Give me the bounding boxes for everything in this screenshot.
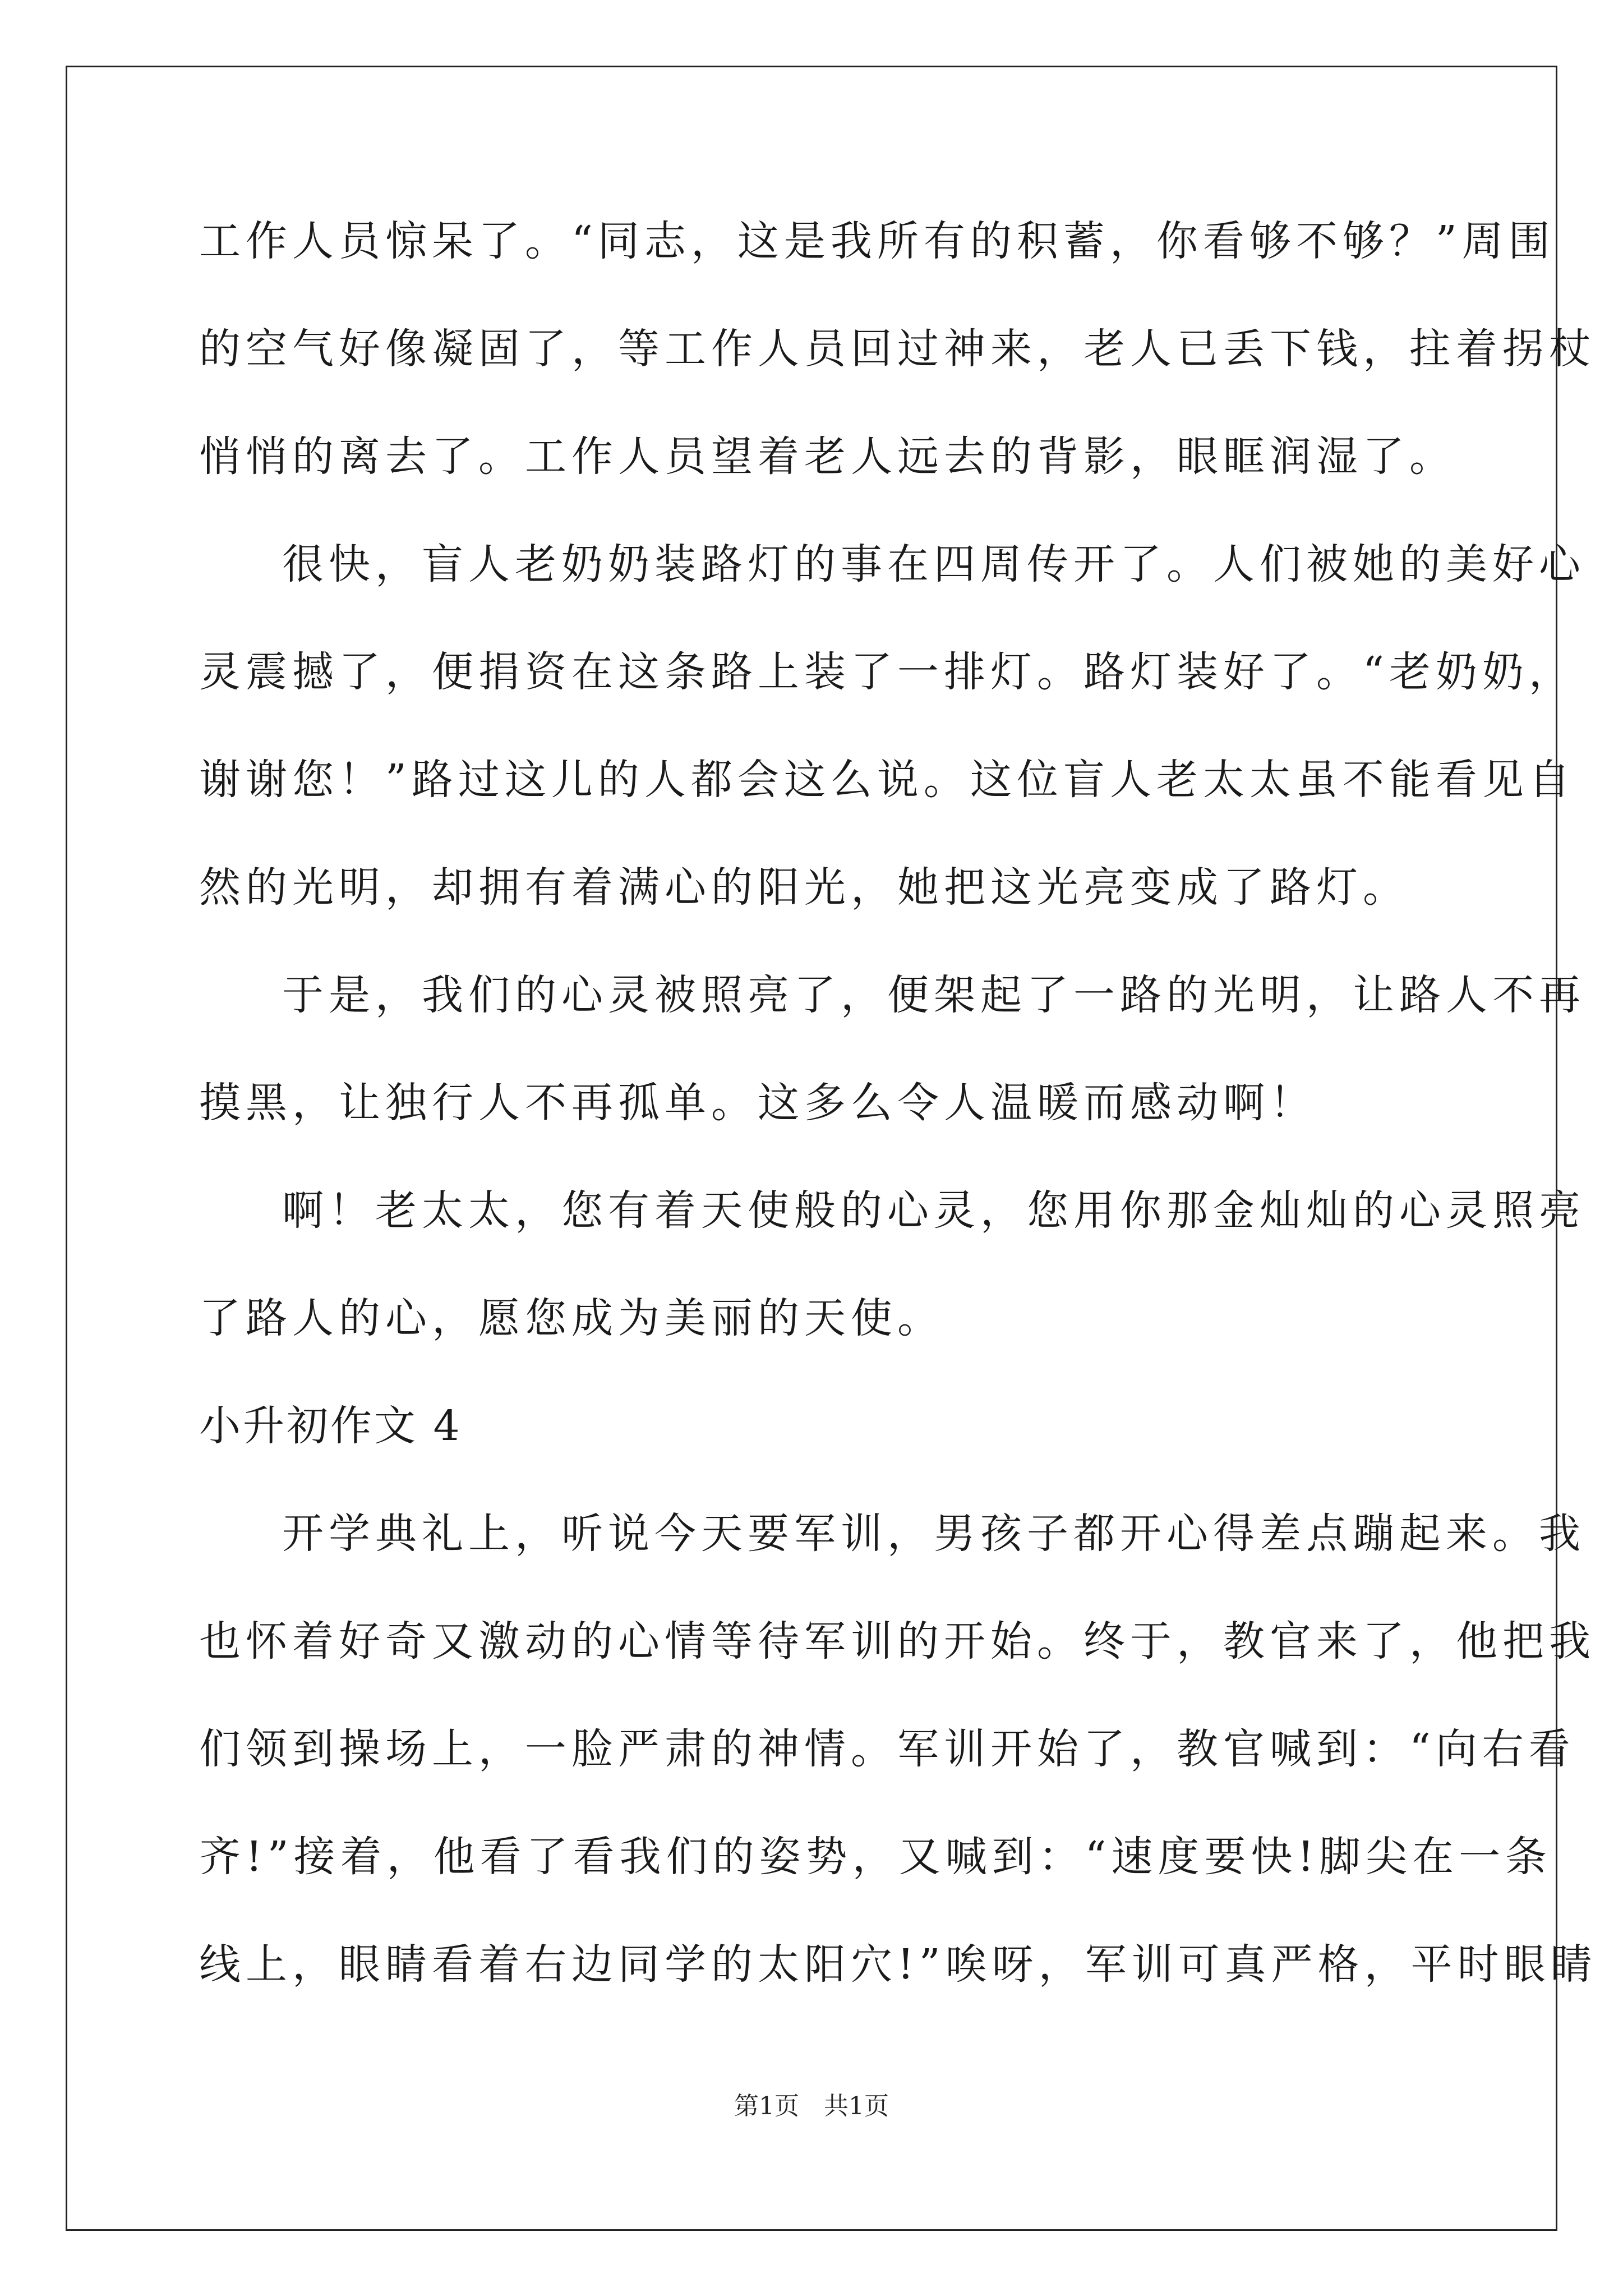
text-line: 们领到操场上，一脸严肃的神情。军训开始了，教官喊到：“向右看 <box>199 1725 1575 1773</box>
paragraph-first-line: 很快，盲人老奶奶装路灯的事在四周传开了。人们被她的美好心 <box>282 540 1585 588</box>
text-line: 线上，眼睛看着右边同学的太阳穴!”唉呀，军训可真严格，平时眼睛 <box>199 1940 1597 1989</box>
text-line: 悄悄的离去了。工作人员望着老人远去的背影，眼眶润湿了。 <box>199 432 1456 481</box>
page-footer: 第1页 共1页 <box>734 2092 889 2120</box>
text-line: 也怀着好奇又激动的心情等待军训的开始。终于，教官来了，他把我 <box>199 1617 1596 1665</box>
text-line: 灵震撼了，便捐资在这条路上装了一排灯。路灯装好了。“老奶奶， <box>199 648 1575 696</box>
text-line: 了路人的心，愿您成为美丽的天使。 <box>199 1294 944 1342</box>
text-line: 的空气好像凝固了，等工作人员回过神来，老人已丢下钱，拄着拐杖 <box>199 325 1596 373</box>
page-border <box>66 66 1597 2231</box>
section-heading: 小升初作文 4 <box>199 1402 462 1450</box>
text-line: 齐!”接着，他看了看我们的姿势，又喊到：“速度要快!脚尖在一条 <box>199 1833 1552 1881</box>
paragraph-first-line: 啊！老太太，您有着天使般的心灵，您用你那金灿灿的心灵照亮 <box>282 1186 1585 1235</box>
text-line: 摸黑，让独行人不再孤单。这多么令人温暖而感动啊！ <box>199 1079 1316 1127</box>
text-line: 谢谢您！”路过这儿的人都会这么说。这位盲人老太太虽不能看见自 <box>199 756 1575 804</box>
text-line: 然的光明，却拥有着满心的阳光，她把这光亮变成了路灯。 <box>199 863 1409 912</box>
paragraph-first-line: 开学典礼上，听说今天要军训，男孩子都开心得差点蹦起来。我 <box>282 1510 1585 1558</box>
paragraph-first-line: 于是，我们的心灵被照亮了，便架起了一路的光明，让路人不再 <box>282 971 1585 1019</box>
text-line: 工作人员惊呆了。“同志，这是我所有的积蓄，你看够不够？”周围 <box>199 217 1555 265</box>
